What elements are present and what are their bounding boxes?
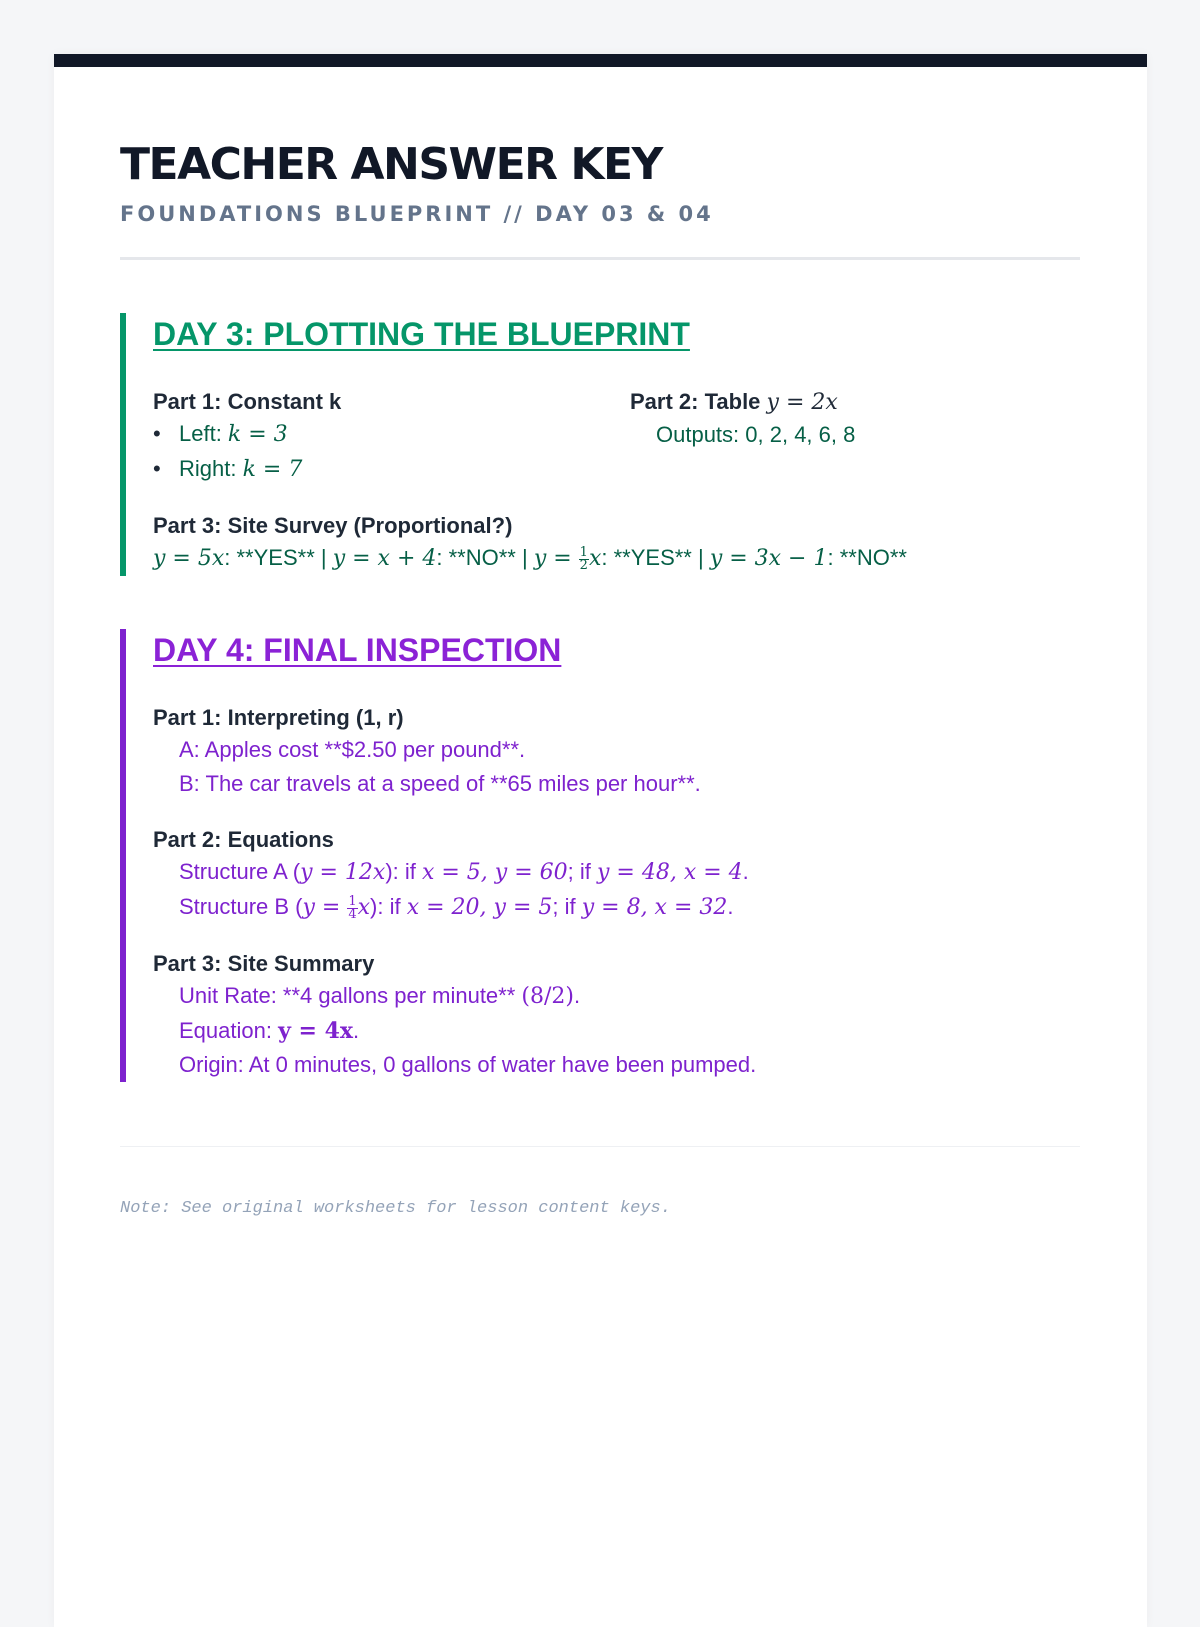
header-divider — [120, 257, 1080, 260]
day3-heading: DAY 3: PLOTTING THE BLUEPRINT — [153, 316, 690, 352]
survey-eq3-pre: y = — [533, 546, 579, 571]
day4-part2-b — [153, 890, 1080, 925]
survey-ans3: : **YES** | — [601, 545, 710, 570]
structure-b-label: Structure B ( — [179, 894, 303, 919]
day3-section — [120, 313, 1080, 576]
list-item — [153, 452, 630, 487]
equation-math: y = 4x — [278, 1018, 354, 1044]
day3-part3 — [153, 511, 1080, 576]
day4-part3-equation — [153, 1014, 1080, 1048]
day4-heading: DAY 4: FINAL INSPECTION — [153, 632, 562, 668]
day4-part1 — [153, 703, 1080, 801]
equation-end: . — [353, 1018, 360, 1043]
structure-b-if1: ): if — [370, 894, 407, 919]
day3-part2-outputs: Outputs: 0, 2, 4, 6, 8 — [656, 422, 856, 447]
structure-a-if2: ; if — [567, 859, 597, 884]
left-label: Left: — [179, 421, 228, 446]
day4-part3-title: Part 3: Site Summary — [153, 951, 375, 976]
structure-a-case2: y = 48, x = 4 — [596, 860, 743, 885]
structure-a-end: . — [742, 859, 749, 884]
day4-part1-title: Part 1: Interpreting (1, r) — [153, 705, 404, 730]
structure-b-eq-pre: y = — [302, 895, 348, 920]
footer-note: Note: See original worksheets for lesson content keys. — [120, 1199, 671, 1218]
day4-part2-a — [153, 855, 1080, 890]
day3-part2 — [630, 387, 1080, 487]
unit-rate-end: . — [574, 983, 581, 1008]
structure-a-eq: y = 12x — [300, 860, 386, 885]
survey-ans2: : **NO** | — [436, 545, 534, 570]
structure-a-if1: ): if — [385, 859, 422, 884]
day4-accent-bar — [120, 629, 126, 1082]
sheet-content — [120, 137, 1080, 1218]
left-math: k = 3 — [227, 422, 288, 447]
day4-part2-title: Part 2: Equations — [153, 827, 334, 852]
footer-divider — [120, 1146, 1080, 1147]
day4-part3-origin: Origin: At 0 minutes, 0 gallons of water have been pumped. — [179, 1052, 757, 1077]
structure-b-if2: ; if — [552, 894, 582, 919]
fraction-denominator: 2 — [579, 557, 588, 573]
day3-parts-row — [153, 387, 1080, 487]
survey-eq3-fraction — [579, 544, 589, 573]
day3-accent-bar — [120, 313, 126, 576]
part2-title-text: Part 2: Table — [630, 389, 767, 414]
survey-ans1: : **YES** | — [224, 545, 333, 570]
day3-part1-list — [153, 417, 630, 487]
structure-b-case2: y = 8, x = 32 — [581, 895, 728, 920]
survey-eq1: y = 5x — [153, 546, 225, 571]
answer-key-sheet — [54, 54, 1147, 1627]
day3-part1 — [153, 387, 630, 487]
day3-part1-title: Part 1: Constant k — [153, 389, 342, 414]
list-item — [153, 417, 630, 452]
equation-label: Equation: — [179, 1018, 279, 1043]
day3-part3-title: Part 3: Site Survey (Proportional?) — [153, 513, 513, 538]
survey-eq4: y = 3x − 1 — [709, 546, 828, 571]
survey-ans4: : **NO** — [827, 545, 907, 570]
structure-a-label: Structure A ( — [179, 859, 301, 884]
day4-part3 — [153, 949, 1080, 1082]
fraction-numerator: 1 — [348, 893, 357, 909]
page-title: TEACHER ANSWER KEY — [120, 139, 662, 190]
survey-eq2: y = x + 4 — [332, 546, 437, 571]
day4-part2 — [153, 825, 1080, 925]
unit-rate-text: Unit Rate: **4 gallons per minute** — [179, 983, 522, 1008]
day3-part2-title — [630, 387, 1080, 418]
day4-part3-rate — [153, 979, 1080, 1014]
page-subtitle: FOUNDATIONS BLUEPRINT // DAY 03 & 04 — [120, 202, 714, 226]
unit-rate-math: (8/2) — [521, 984, 574, 1009]
day4-section — [120, 629, 1080, 1082]
part2-title-math: y = 2x — [766, 390, 838, 415]
structure-b-fraction — [347, 893, 357, 922]
day4-part1-a: A: Apples cost **$2.50 per pound**. — [179, 737, 526, 762]
structure-b-case1: x = 20, y = 5 — [406, 895, 553, 920]
right-label: Right: — [179, 456, 243, 481]
fraction-numerator: 1 — [579, 544, 588, 560]
day3-part3-answers — [153, 541, 1080, 576]
structure-b-end: . — [727, 894, 734, 919]
structure-a-case1: x = 5, y = 60 — [421, 860, 568, 885]
survey-eq3-post: x — [588, 546, 602, 571]
structure-b-eq-post: x — [357, 895, 371, 920]
right-math: k = 7 — [242, 457, 303, 482]
fraction-denominator: 4 — [348, 906, 357, 922]
day4-part1-b: B: The car travels at a speed of **65 miles per hour**. — [179, 771, 701, 796]
